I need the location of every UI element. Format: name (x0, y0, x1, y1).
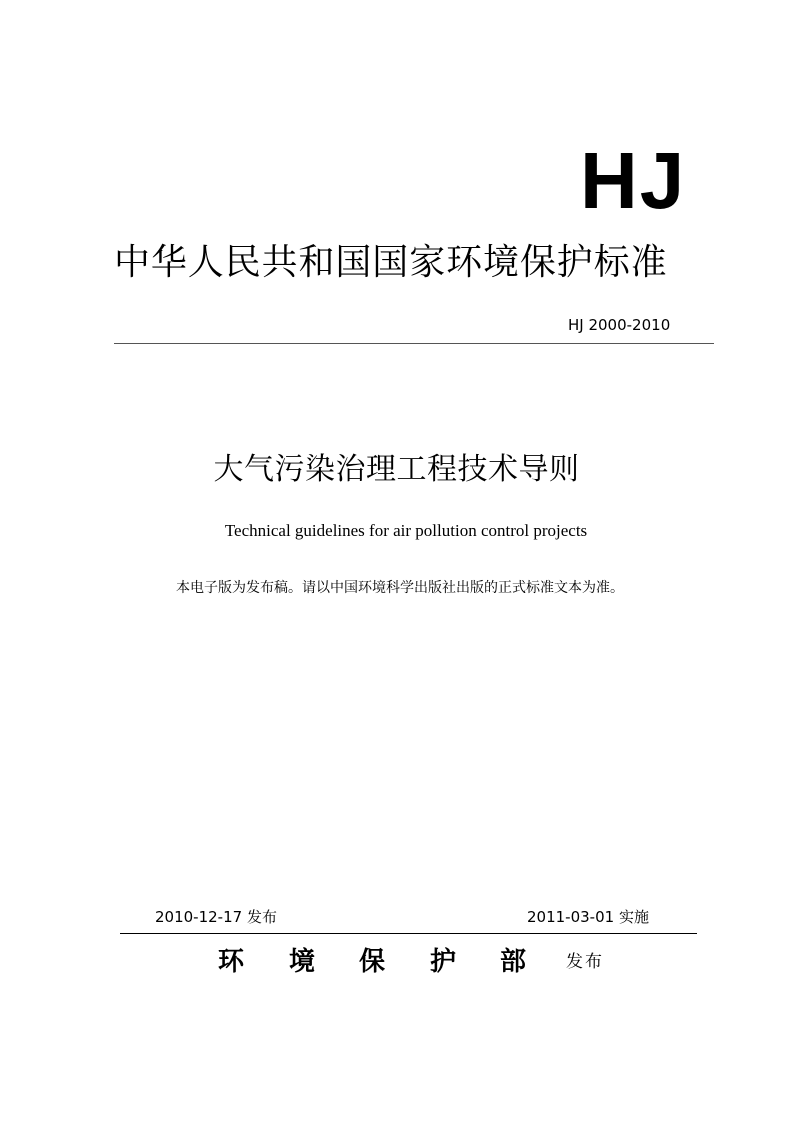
issuer-char: 境 (289, 947, 316, 977)
standard-category-title: 中华人民共和国国家环境保护标准 (114, 242, 668, 283)
issuer-char: 环 (218, 947, 245, 977)
document-title-en: Technical guidelines for air pollution control projects (224, 521, 588, 540)
edition-notice: 本电子版为发布稿。请以中国环境科学出版社出版的正式标准文本为准。 (176, 580, 624, 596)
top-divider (114, 343, 714, 344)
implement-date: 2011-03-01 实施 (527, 908, 649, 926)
issuer-char: 护 (430, 947, 457, 977)
issuer-suffix: 发布 (566, 952, 604, 972)
document-title-zh: 大气污染治理工程技术导则 (213, 452, 580, 487)
issuer-char: 部 (500, 947, 527, 977)
issuer-char: 保 (359, 947, 386, 977)
hj-logo: HJ (580, 136, 687, 225)
publish-date: 2010-12-17 发布 (155, 908, 277, 926)
bottom-divider (120, 933, 697, 934)
standard-number: HJ 2000-2010 (568, 316, 671, 334)
